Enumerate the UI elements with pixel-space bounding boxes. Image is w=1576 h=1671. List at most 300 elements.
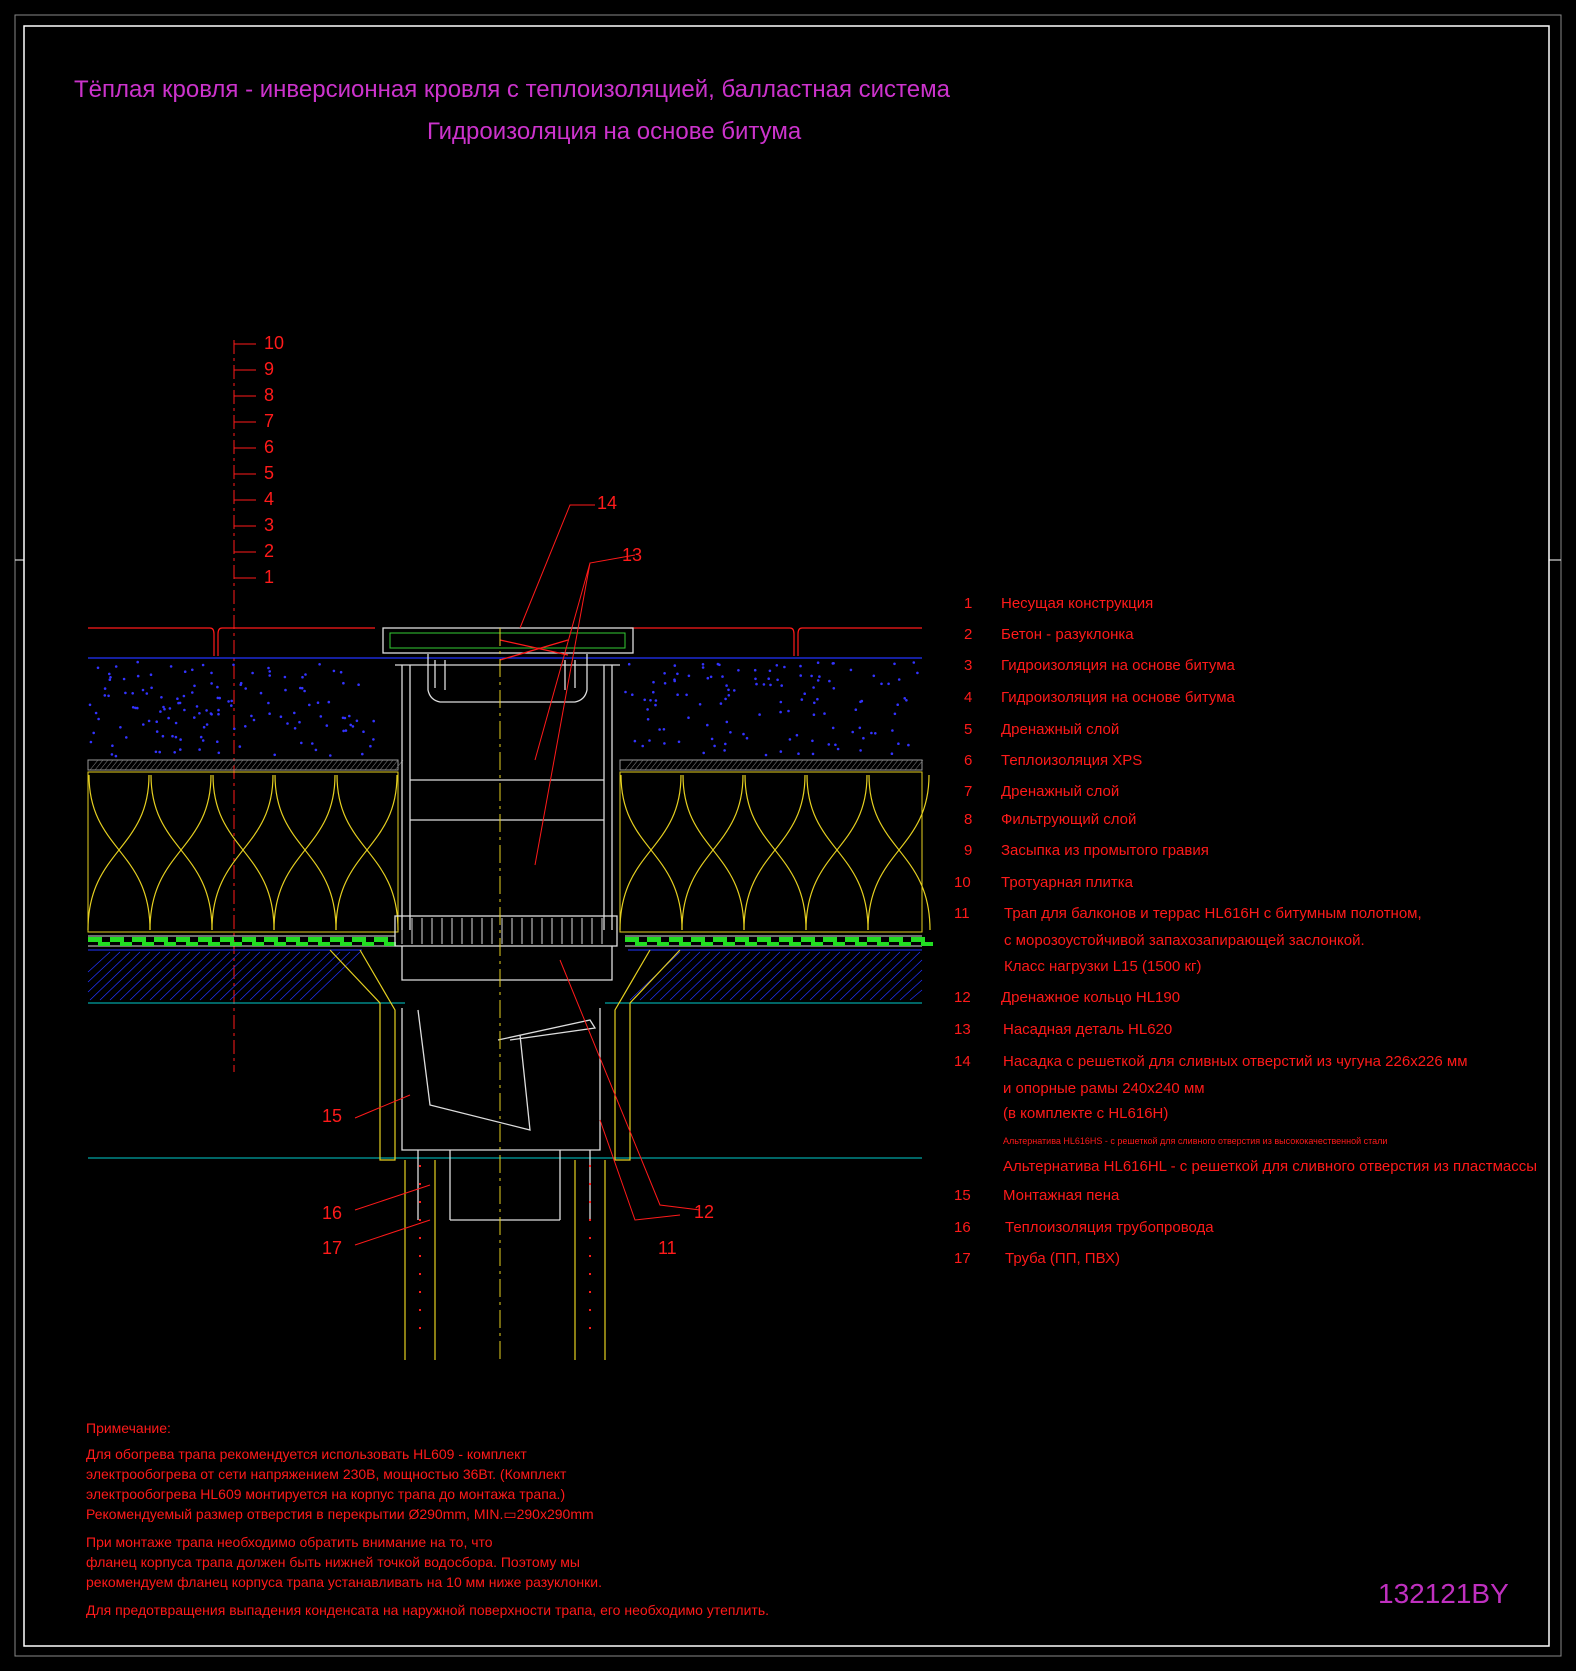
- gravel-dot: [812, 753, 815, 756]
- legend-num: 16: [954, 1219, 971, 1236]
- membrane-segment: [164, 942, 176, 946]
- membrane-segment: [384, 942, 396, 946]
- legend-text: Трап для балконов и террас HL616H с битумным полотном,: [1004, 905, 1422, 922]
- membrane-segment: [899, 942, 911, 946]
- gravel-dot: [345, 729, 348, 732]
- legend-text: Насадная деталь HL620: [1003, 1021, 1173, 1038]
- membrane-segment: [823, 937, 837, 942]
- membrane-segment: [701, 942, 713, 946]
- gravel-dot: [624, 691, 627, 694]
- membrane-segment: [691, 937, 705, 942]
- membrane-segment: [669, 937, 683, 942]
- legend-text: Засыпка из промытого гравия: [1001, 842, 1209, 859]
- gravel-dot: [210, 712, 213, 715]
- gravel-dot: [230, 700, 233, 703]
- gravel-dot: [834, 744, 837, 747]
- gravel-dot: [167, 717, 170, 720]
- gravel-dot: [328, 701, 331, 704]
- membrane-segment: [735, 937, 749, 942]
- membrane-segment: [811, 942, 823, 946]
- gravel-dot: [273, 754, 276, 757]
- note-p1-line: электрообогрева HL609 монтируется на корпус трапа до монтажа трапа.): [86, 1486, 566, 1502]
- gravel-dot: [175, 722, 178, 725]
- gravel-dot: [823, 712, 826, 715]
- gravel-dot: [125, 736, 128, 739]
- gravel-dot: [317, 701, 320, 704]
- gravel-dot: [155, 720, 158, 723]
- gravel-dot: [893, 663, 896, 666]
- gravel-dot: [905, 699, 908, 702]
- insulation-wave: [868, 775, 930, 930]
- gravel-dot: [862, 737, 865, 740]
- callout-14: 14: [597, 493, 618, 513]
- gravel-dot: [293, 712, 296, 715]
- gravel-dot: [179, 702, 182, 705]
- legend-text: Гидроизоляция на основе битума: [1001, 657, 1235, 674]
- gravel-dot: [887, 683, 890, 686]
- gravel-dot: [676, 693, 679, 696]
- gravel-dot: [124, 692, 127, 695]
- concrete-layer: [88, 950, 922, 1158]
- legend-num: 4: [964, 689, 973, 706]
- membrane-segment: [132, 937, 146, 942]
- gravel-dot: [803, 692, 806, 695]
- membrane-segment: [230, 942, 242, 946]
- gravel-dot: [643, 699, 646, 702]
- gravel-dot: [267, 667, 270, 670]
- legend-alt-small: Альтернатива HL616HS - с решеткой для сливного отверстия из высококачественной стали: [1003, 1136, 1388, 1146]
- leader-lines: [355, 505, 700, 1245]
- membrane-segment: [635, 942, 647, 946]
- gravel-dot: [628, 663, 631, 666]
- legend-text: Несущая конструкция: [1001, 595, 1154, 612]
- scale-num-4: 4: [264, 489, 275, 509]
- gravel-dot: [217, 697, 220, 700]
- legend-num: 12: [954, 989, 971, 1006]
- gravel-dot: [300, 742, 303, 745]
- legend-text-line3: (в комплекте с HL616H): [1003, 1105, 1169, 1122]
- gravel-dot: [702, 752, 705, 755]
- gravel-dot: [92, 732, 95, 735]
- membrane-segment: [789, 942, 801, 946]
- gravel-dot: [894, 713, 897, 716]
- gravel-dot: [678, 741, 681, 744]
- gravel-dot: [104, 687, 107, 690]
- legend-num: 15: [954, 1187, 971, 1204]
- insulation-outline: [620, 772, 922, 932]
- gravel-dot: [179, 738, 182, 741]
- insulation-wave: [682, 775, 744, 930]
- membrane-segment: [176, 937, 190, 942]
- insulation-wave: [274, 775, 336, 930]
- legend-num: 17: [954, 1250, 971, 1267]
- membrane-segment: [374, 937, 388, 942]
- gravel-layer: [89, 661, 919, 758]
- legend-text-line3: Класс нагрузки L15 (1500 кг): [1004, 958, 1202, 975]
- legend-text: Насадка с решеткой для сливных отверстий из чугуна 226x226 мм: [1003, 1053, 1468, 1070]
- scale-num-10: 10: [264, 333, 285, 353]
- gravel-dot: [673, 678, 676, 681]
- gravel-dot: [216, 686, 219, 689]
- gravel-dot: [859, 727, 862, 730]
- membrane-segment: [745, 942, 757, 946]
- membrane-segment: [286, 937, 300, 942]
- gravel-dot: [776, 664, 779, 667]
- gravel-dot: [104, 694, 107, 697]
- gravel-dot: [294, 727, 297, 730]
- gravel-dot: [903, 697, 906, 700]
- gravel-dot: [109, 678, 112, 681]
- membrane-segment: [220, 937, 234, 942]
- gravel-dot: [193, 716, 196, 719]
- gravel-dot: [780, 701, 783, 704]
- gravel-dot: [676, 673, 679, 676]
- gravel-dot: [311, 742, 314, 745]
- gravel-dot: [108, 673, 111, 676]
- gravel-dot: [150, 673, 153, 676]
- gravel-dot: [90, 741, 93, 744]
- gravel-dot: [97, 718, 100, 721]
- gravel-dot: [372, 720, 375, 723]
- membrane-segment: [757, 937, 771, 942]
- gravel-dot: [176, 697, 179, 700]
- insulation-wave: [806, 775, 868, 930]
- gravel-dot: [646, 708, 649, 711]
- gravel-dot: [361, 753, 364, 756]
- gravel-dot: [767, 677, 770, 680]
- gravel-dot: [136, 661, 139, 664]
- membrane-segment: [296, 942, 308, 946]
- gravel-dot: [268, 670, 271, 673]
- note-p2-line: фланец корпуса трапа должен быть нижней точкой водосбора. Поэтому мы: [86, 1554, 580, 1570]
- callout-13: 13: [622, 545, 643, 565]
- legend-text: Теплоизоляция трубопровода: [1005, 1219, 1214, 1236]
- gravel-dot: [776, 679, 779, 682]
- gravel-dot: [874, 732, 877, 735]
- notes-heading: Примечание:: [86, 1420, 171, 1436]
- gravel-dot: [783, 666, 786, 669]
- legend-alt: Альтернатива HL616HL - с решеткой для сливного отверстия из пластмассы: [1003, 1158, 1538, 1175]
- gravel-dot: [150, 687, 153, 690]
- membrane-segment: [208, 942, 220, 946]
- gravel-dot: [832, 727, 835, 730]
- gravel-dot: [723, 749, 726, 752]
- gravel-dot: [156, 730, 159, 733]
- gravel-dot: [727, 689, 730, 692]
- gravel-dot: [169, 707, 172, 710]
- membrane-segment: [845, 937, 859, 942]
- gravel-dot: [765, 754, 768, 757]
- scale-num-2: 2: [264, 541, 275, 561]
- gravel-dot: [754, 678, 757, 681]
- filter-layer: [88, 760, 923, 770]
- gravel-dot: [891, 752, 894, 755]
- gravel-dot: [850, 669, 853, 672]
- membrane-segment: [679, 942, 691, 946]
- callout-15: 15: [322, 1106, 343, 1126]
- gravel-dot: [702, 666, 705, 669]
- gravel-dot: [250, 715, 253, 718]
- gravel-dot: [298, 721, 301, 724]
- gravel-dot: [898, 678, 901, 681]
- gravel-dot: [810, 675, 813, 678]
- legend-num: 11: [954, 905, 970, 922]
- membrane-segment: [340, 942, 352, 946]
- legend-text: Теплоизоляция XPS: [1001, 752, 1143, 769]
- gravel-dot: [913, 661, 916, 664]
- gravel-dot: [109, 676, 112, 679]
- legend-num: 2: [964, 626, 973, 643]
- gravel-dot: [333, 670, 336, 673]
- gravel-dot: [191, 691, 194, 694]
- gravel-dot: [780, 684, 783, 687]
- gravel-dot: [832, 662, 835, 665]
- gravel-dot: [870, 732, 873, 735]
- membrane-segment: [921, 942, 933, 946]
- gravel-dot: [652, 681, 655, 684]
- gravel-dot: [369, 745, 372, 748]
- gravel-dot: [175, 736, 178, 739]
- insulation-outline: [88, 772, 398, 932]
- gravel-dot: [855, 708, 858, 711]
- gravel-dot: [340, 671, 343, 674]
- gravel-dot: [253, 719, 256, 722]
- gravel-dot: [162, 706, 165, 709]
- gravel-dot: [200, 736, 203, 739]
- gravel-dot: [134, 707, 137, 710]
- gravel-dot: [239, 745, 242, 748]
- legend-text: Дренажное кольцо HL190: [1001, 989, 1181, 1006]
- gravel-dot: [688, 675, 691, 678]
- gravel-dot: [280, 715, 283, 718]
- gravel-dot: [729, 731, 732, 734]
- gravel-dot: [191, 669, 194, 672]
- membrane-segment: [362, 942, 374, 946]
- gravel-dot: [721, 675, 724, 678]
- gravel-dot: [763, 683, 766, 686]
- gravel-dot: [198, 748, 201, 751]
- gravel-dot: [148, 720, 151, 723]
- membrane-segment: [142, 942, 154, 946]
- gravel-dot: [737, 669, 740, 672]
- gravel-dot: [89, 704, 92, 707]
- gravel-dot: [218, 752, 221, 755]
- legend-text: Дренажный слой: [1001, 721, 1120, 738]
- gravel-dot: [897, 742, 900, 745]
- gravel-dot: [146, 692, 149, 695]
- scale-num-3: 3: [264, 515, 275, 535]
- gravel-dot: [811, 740, 814, 743]
- gravel-dot: [813, 702, 816, 705]
- gravel-dot: [859, 701, 862, 704]
- legend-num: 13: [954, 1021, 971, 1038]
- gravel-dot: [267, 702, 270, 705]
- membrane-segment: [252, 942, 264, 946]
- gravel-dot: [649, 699, 652, 702]
- gravel-dot: [97, 667, 100, 670]
- legend-num: 14: [954, 1053, 971, 1070]
- gravel-dot: [240, 682, 243, 685]
- gravel-dot: [655, 699, 658, 702]
- gravel-dot: [787, 710, 790, 713]
- gravel-dot: [674, 664, 677, 667]
- membrane-segment: [713, 937, 727, 942]
- gravel-dot: [183, 709, 186, 712]
- legend-num: 7: [964, 783, 973, 800]
- membrane-segment: [801, 937, 815, 942]
- gravel-dot: [160, 696, 163, 699]
- xps-insulation-layer: [88, 772, 930, 932]
- membrane-segment: [833, 942, 845, 946]
- membrane-segment: [242, 937, 256, 942]
- gravel-dot: [907, 744, 910, 747]
- gravel-dot: [664, 682, 667, 685]
- gravel-dot: [817, 679, 820, 682]
- gravel-dot: [159, 710, 162, 713]
- gravel-dot: [342, 730, 345, 733]
- gravel-dot: [702, 663, 705, 666]
- note-p3: Для предотвращения выпадения конденсата на наружной поверхности трапа, его необходимо утеплить.: [86, 1602, 770, 1618]
- gravel-dot: [184, 670, 187, 673]
- gravel-dot: [780, 750, 783, 753]
- gravel-dot: [115, 755, 118, 758]
- gravel-dot: [244, 725, 247, 728]
- gravel-dot: [202, 739, 205, 742]
- membrane-segment: [911, 937, 925, 942]
- gravel-dot: [789, 738, 792, 741]
- scale-num-7: 7: [264, 411, 275, 431]
- note-p1-line: Рекомендуемый размер отверстия в перекрытии Ø290mm, MIN.▭290x290mm: [86, 1506, 594, 1522]
- title-line-1: Тёплая кровля - инверсионная кровля с теплоизоляцией, балластная система: [74, 76, 950, 103]
- gravel-dot: [315, 749, 318, 752]
- gravel-dot: [348, 715, 351, 718]
- legend-text: Фильтрующий слой: [1001, 811, 1137, 828]
- membrane-segment: [867, 937, 881, 942]
- insulation-wave: [212, 775, 274, 930]
- membrane-segment: [767, 942, 779, 946]
- gravel-dot: [648, 739, 651, 742]
- gravel-dot: [880, 683, 883, 686]
- gravel-dot: [796, 734, 799, 737]
- membrane-segment: [198, 937, 212, 942]
- gravel-dot: [828, 680, 831, 683]
- membrane-segment: [264, 937, 278, 942]
- gravel-dot: [155, 751, 158, 754]
- callout-17: 17: [322, 1238, 343, 1258]
- membrane-segment: [154, 937, 168, 942]
- gravel-dot: [817, 661, 820, 664]
- membrane-layer: [88, 936, 933, 946]
- legend-text: Тротуарная плитка: [1001, 874, 1134, 891]
- insulation-wave: [336, 775, 398, 930]
- gravel-dot: [797, 752, 800, 755]
- membrane-segment: [330, 937, 344, 942]
- gravel-dot: [742, 733, 745, 736]
- callout-16: 16: [322, 1203, 343, 1223]
- gravel-dot: [284, 689, 287, 692]
- gravel-dot: [799, 674, 802, 677]
- membrane-segment: [779, 937, 793, 942]
- gravel-dot: [828, 743, 831, 746]
- gravel-dot: [342, 682, 345, 685]
- gravel-dot: [916, 672, 919, 675]
- gravel-dot: [813, 713, 816, 716]
- insulation-wave: [150, 775, 212, 930]
- gravel-dot: [837, 748, 840, 751]
- legend-text: Дренажный слой: [1001, 783, 1120, 800]
- insulation-wave: [620, 775, 682, 930]
- gravel-dot: [356, 720, 359, 723]
- gravel-dot: [352, 725, 355, 728]
- gravel-dot: [658, 728, 661, 731]
- gravel-dot: [217, 709, 220, 712]
- gravel-dot: [198, 712, 201, 715]
- gravel-dot: [206, 723, 209, 726]
- note-p2-line: При монтаже трапа необходимо обратить внимание на то, что: [86, 1534, 493, 1550]
- gravel-dot: [171, 735, 174, 738]
- gravel-dot: [733, 689, 736, 692]
- paving-layer: [88, 628, 922, 656]
- membrane-segment: [625, 937, 639, 942]
- insulation-wave: [88, 775, 150, 930]
- gravel-dot: [685, 694, 688, 697]
- legend-num: 8: [964, 811, 973, 828]
- gravel-dot: [663, 742, 666, 745]
- gravel-dot: [301, 676, 304, 679]
- gravel-dot: [210, 682, 213, 685]
- scale-num-6: 6: [264, 437, 275, 457]
- gravel-dot: [647, 718, 650, 721]
- gravel-dot: [268, 712, 271, 715]
- gravel-dot: [217, 713, 220, 716]
- gravel-dot: [196, 705, 199, 708]
- gravel-dot: [173, 751, 176, 754]
- gravel-dot: [158, 751, 161, 754]
- scale-num-8: 8: [264, 385, 275, 405]
- gravel-dot: [652, 691, 655, 694]
- gravel-dot: [707, 677, 710, 680]
- gravel-dot: [724, 698, 727, 701]
- gravel-dot: [726, 721, 729, 724]
- gravel-dot: [303, 690, 306, 693]
- gravel-dot: [216, 740, 219, 743]
- gravel-dot: [833, 687, 836, 690]
- membrane-segment: [98, 942, 110, 946]
- gravel-dot: [326, 724, 329, 727]
- gravel-dot: [179, 748, 182, 751]
- membrane-segment: [657, 942, 669, 946]
- gravel-dot: [372, 738, 375, 741]
- callout-12: 12: [694, 1202, 715, 1222]
- gravel-dot: [706, 724, 709, 727]
- gravel-dot: [131, 692, 134, 695]
- callout-11: 11: [658, 1238, 677, 1258]
- gravel-dot: [329, 754, 332, 757]
- membrane-segment: [274, 942, 286, 946]
- membrane-segment: [88, 937, 102, 942]
- gravel-dot: [232, 664, 235, 667]
- gravel-dot: [115, 665, 118, 668]
- membrane-segment: [318, 942, 330, 946]
- gravel-dot: [318, 663, 321, 666]
- legend-num: 9: [964, 842, 973, 859]
- gravel-dot: [357, 683, 360, 686]
- membrane-segment: [647, 937, 661, 942]
- gravel-dot: [137, 675, 140, 678]
- gravel-dot: [142, 723, 145, 726]
- gravel-dot: [299, 687, 302, 690]
- gravel-dot: [755, 683, 758, 686]
